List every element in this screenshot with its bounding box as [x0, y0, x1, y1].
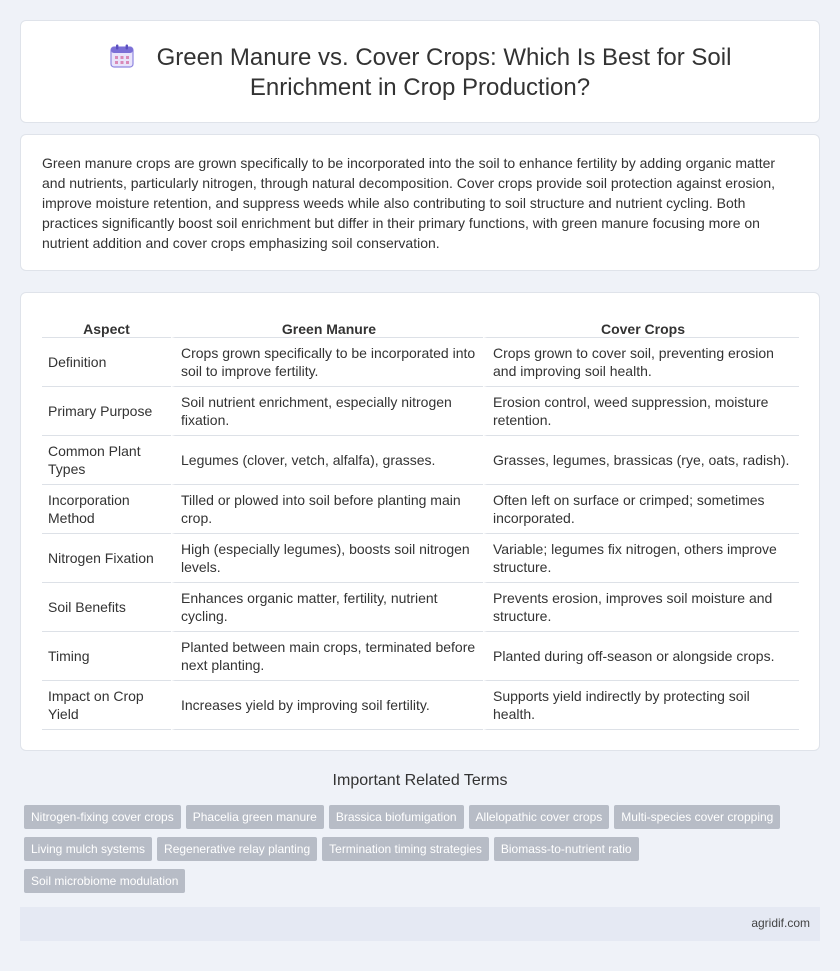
header-green-manure: Green Manure [171, 316, 483, 338]
page-title-text: Green Manure vs. Cover Crops: Which Is Best for Soil Enrichment in Crop Production? [156, 44, 732, 101]
comparison-table [42, 316, 799, 730]
green-manure-cell: High (especially legumes), boosts soil nitrogen levels. [171, 534, 483, 583]
green-manure-cell: Crops grown specifically to be incorporated into soil to improve fertility. [171, 338, 483, 387]
header-card [20, 20, 820, 123]
related-term-tag[interactable]: Brassica biofumigation [329, 805, 464, 829]
related-term-tag[interactable]: Biomass-to-nutrient ratio [494, 837, 639, 861]
footer [20, 907, 820, 941]
cover-crops-cell: Prevents erosion, improves soil moisture and structure. [483, 583, 799, 632]
green-manure-cell: Planted between main crops, terminated before next planting. [171, 632, 483, 681]
green-manure-cell: Tilled or plowed into soil before planting main crop. [171, 485, 483, 534]
related-term-tag[interactable]: Allelopathic cover crops [469, 805, 610, 829]
intro-card [20, 134, 820, 271]
aspect-cell: Timing [42, 632, 171, 681]
cover-crops-cell: Variable; legumes fix nitrogen, others improve structure. [483, 534, 799, 583]
related-term-tag[interactable]: Multi-species cover cropping [614, 805, 780, 829]
related-term-tag[interactable]: Nitrogen-fixing cover crops [24, 805, 181, 829]
cover-crops-cell: Often left on surface or crimped; sometimes incorporated. [483, 485, 799, 534]
aspect-cell: Definition [42, 338, 171, 387]
table-row [42, 632, 799, 681]
comparison-card [20, 292, 820, 751]
table-row [42, 387, 799, 436]
table-header-row [42, 316, 799, 338]
related-terms-tags [24, 805, 804, 901]
aspect-cell: Nitrogen Fixation [42, 534, 171, 583]
related-term-tag[interactable]: Termination timing strategies [322, 837, 489, 861]
table-row [42, 485, 799, 534]
table-row [42, 681, 799, 730]
header [21, 43, 819, 103]
related-term-tag[interactable]: Phacelia green manure [186, 805, 324, 829]
header-aspect: Aspect [42, 316, 171, 338]
aspect-cell: Primary Purpose [42, 387, 171, 436]
footer-site[interactable]: agridif.com [751, 916, 810, 930]
cover-crops-cell: Erosion control, weed suppression, moisture retention. [483, 387, 799, 436]
related-term-tag[interactable]: Soil microbiome modulation [24, 869, 185, 893]
cover-crops-cell: Crops grown to cover soil, preventing erosion and improving soil health. [483, 338, 799, 387]
aspect-cell: Soil Benefits [42, 583, 171, 632]
related-term-tag[interactable]: Regenerative relay planting [157, 837, 317, 861]
green-manure-cell: Increases yield by improving soil fertility. [171, 681, 483, 730]
related-term-tag[interactable]: Living mulch systems [24, 837, 152, 861]
aspect-cell: Common Plant Types [42, 436, 171, 485]
table-row [42, 338, 799, 387]
aspect-cell: Incorporation Method [42, 485, 171, 534]
table-row [42, 534, 799, 583]
aspect-cell: Impact on Crop Yield [42, 681, 171, 730]
green-manure-cell: Legumes (clover, vetch, alfalfa), grasses. [171, 436, 483, 485]
table-row [42, 436, 799, 485]
green-manure-cell: Soil nutrient enrichment, especially nitrogen fixation. [171, 387, 483, 436]
cover-crops-cell: Grasses, legumes, brassicas (rye, oats, radish). [483, 436, 799, 485]
intro-paragraph: Green manure crops are grown specifically to be incorporated into the soil to enhance fertility by adding organic matter and nutrients, particularly nitrogen, through natural decomposition. Cover crops provide soil protection against erosion, improve moisture retention, and suppress weeds while also contributing to soil structure and nutrient cycling. Both practices significantly boost soil enrichment but differ in their primary functions, with green manure focusing more on nutrient addition and cover crops emphasizing soil conservation. [42, 155, 776, 251]
calendar-icon [109, 43, 135, 69]
cover-crops-cell: Planted during off-season or alongside crops. [483, 632, 799, 681]
green-manure-cell: Enhances organic matter, fertility, nutrient cycling. [171, 583, 483, 632]
related-terms-title: Important Related Terms [332, 772, 508, 789]
cover-crops-cell: Supports yield indirectly by protecting soil health. [483, 681, 799, 730]
table-row [42, 583, 799, 632]
page-title [21, 43, 819, 103]
header-cover-crops: Cover Crops [483, 316, 799, 338]
